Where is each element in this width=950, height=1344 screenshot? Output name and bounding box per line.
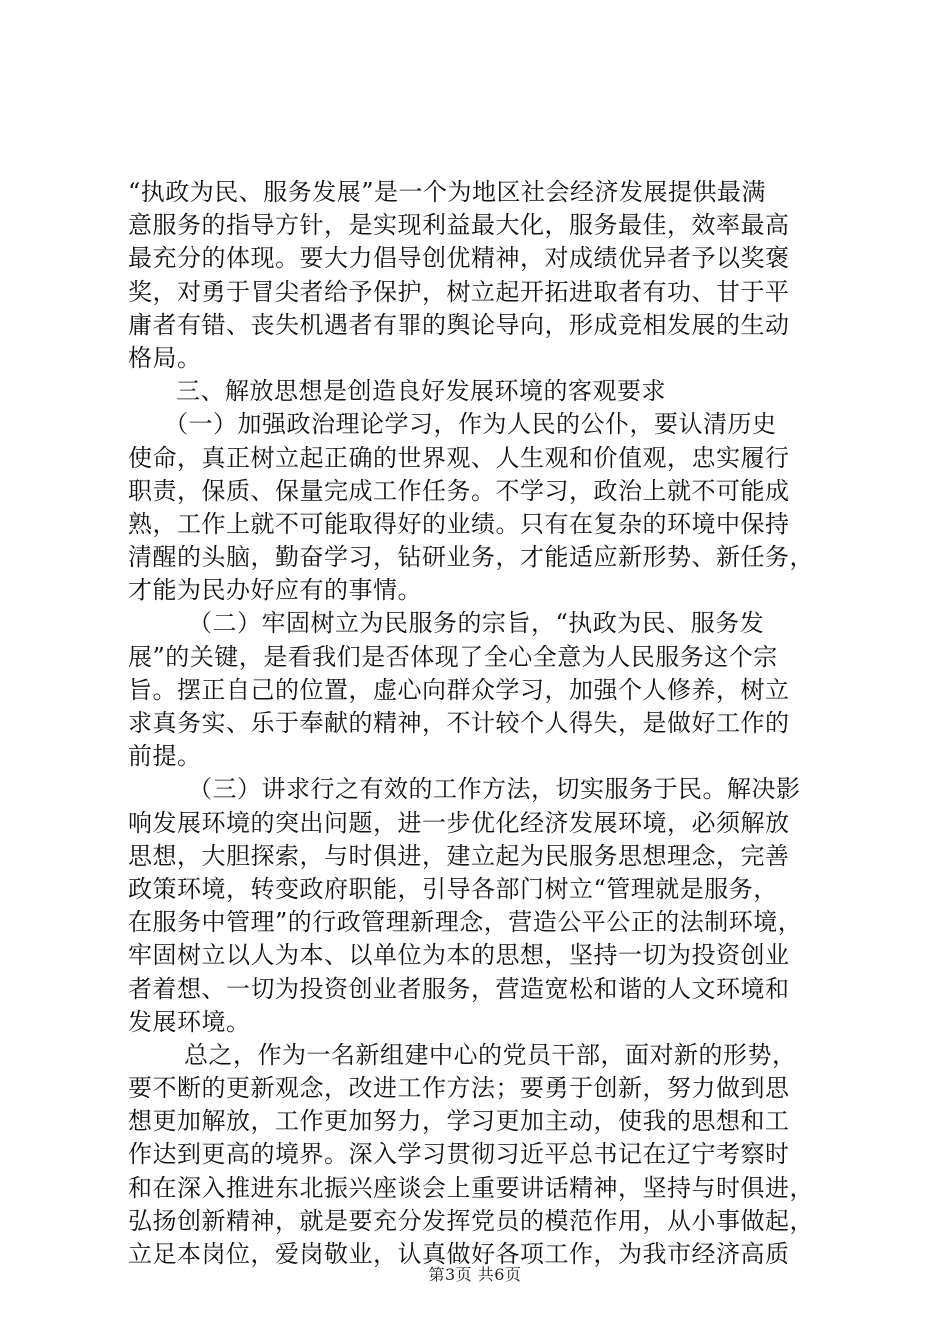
text-line: 响发展环境的突出问题，进一步优化经济发展环境，必须解放 xyxy=(128,808,790,837)
text-line: 思想，大胆探索，与时俱进，建立起为民服务思想理念，完善 xyxy=(128,841,790,870)
page-number-footer: 第3页 共6页 xyxy=(428,1265,522,1284)
text-line: 奖，对勇于冒尖者给予保护，树立起开拓进取者有功、甘于平 xyxy=(128,277,790,306)
text-line: 清醒的头脑，勤奋学习，钻研业务，才能适应新形势、新任务， xyxy=(128,543,814,572)
text-line: 弘扬创新精神，就是要充分发挥党员的模范作用，从小事做起， xyxy=(128,1206,814,1235)
text-line: 最充分的体现。要大力倡导创优精神，对成绩优异者予以奖褒 xyxy=(128,244,790,273)
text-line: 格局。 xyxy=(128,343,202,372)
text-line: 者着想、一切为投资创业者服务，营造宽松和谐的人文环境和 xyxy=(128,974,790,1003)
text-line: 牢固树立以人为本、以单位为本的思想，坚持一切为投资创业 xyxy=(128,941,790,970)
text-line: 要不断的更新观念，改进工作方法；要勇于创新，努力做到思 xyxy=(128,1074,790,1103)
text-line: 展”的关键，是看我们是否体现了全心全意为人民服务这个宗 xyxy=(128,642,778,671)
text-line: 前提。 xyxy=(128,742,202,771)
text-line: （二）牢固树立为民服务的宗旨，“执政为民、服务发 xyxy=(188,609,765,638)
text-line: （三）讲求行之有效的工作方法，切实服务于民。解决影 xyxy=(188,775,801,804)
text-line: 政策环境，转变政府职能，引导各部门树立“管理就是服务， xyxy=(128,874,778,903)
text-line: 职责，保质、保量完成工作任务。不学习，政治上就不可能成 xyxy=(128,476,790,505)
text-line: （一）加强政治理论学习，作为人民的公仆，要认清历史 xyxy=(164,410,777,439)
document-body xyxy=(128,176,828,1271)
text-line: 意服务的指导方针，是实现利益最大化，服务最佳，效率最高 xyxy=(128,211,790,240)
section-heading: 三、解放思想是创造良好发展环境的客观要求 xyxy=(176,377,666,406)
text-line: 作达到更高的境界。深入学习贯彻习近平总书记在辽宁考察时 xyxy=(128,1140,790,1169)
text-line: 才能为民办好应有的事情。 xyxy=(128,576,422,605)
text-line: 立足本岗位，爱岗敬业，认真做好各项工作，为我市经济高质 xyxy=(128,1240,790,1268)
text-line: 和在深入推进东北振兴座谈会上重要讲话精神，坚持与时俱进， xyxy=(128,1173,814,1202)
text-line: 发展环境。 xyxy=(128,1007,251,1036)
text-line: 求真务实、乐于奉献的精神，不计较个人得失，是做好工作的 xyxy=(128,709,790,737)
text-line: 熟，工作上就不可能取得好的业绩。只有在复杂的环境中保持 xyxy=(128,509,790,538)
text-line: “执政为民、服务发展”是一个为地区社会经济发展提供最满 xyxy=(128,178,767,206)
text-line: 使命，真正树立起正确的世界观、人生观和价值观，忠实履行 xyxy=(128,443,790,472)
text-line: 想更加解放，工作更加努力，学习更加主动，使我的思想和工 xyxy=(128,1107,790,1136)
text-line: 总之，作为一名新组建中心的党员干部，面对新的形势， xyxy=(184,1040,797,1069)
text-line: 庸者有错、丧失机遇者有罪的舆论导向，形成竞相发展的生动 xyxy=(128,310,790,339)
text-line: 旨。摆正自己的位置，虚心向群众学习，加强个人修养，树立 xyxy=(128,675,790,704)
text-line: 在服务中管理”的行政管理新理念，营造公平公正的法制环境， xyxy=(128,908,803,937)
